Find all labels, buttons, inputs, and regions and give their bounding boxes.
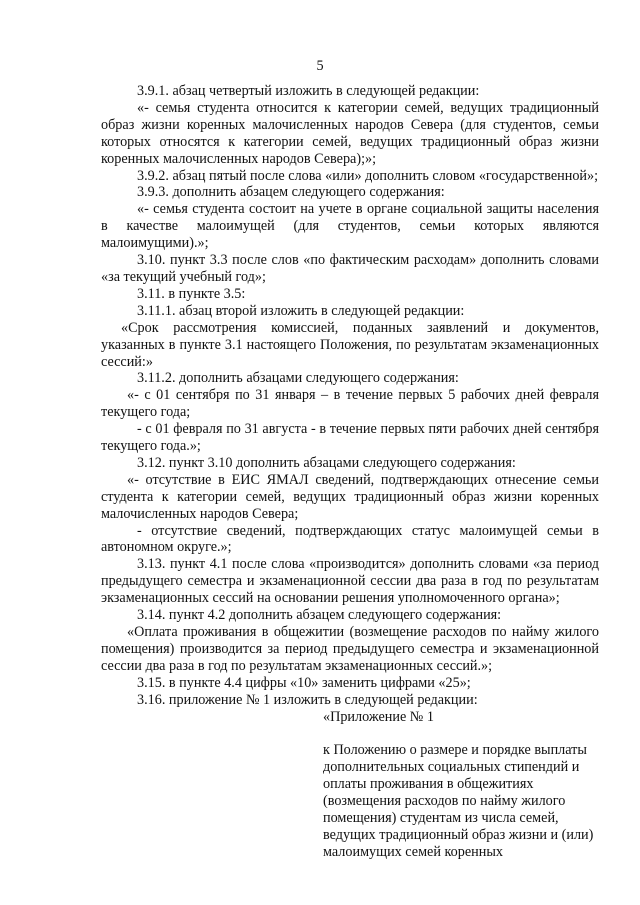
appendix-line: оплаты проживания в общежитиях (323, 776, 534, 793)
paragraph-3-12-item-2: - отсутствие сведений, подтверждающих статус малоимущей семьи в автономном округе.»; (101, 522, 599, 556)
appendix-line: помещения) студентам из числа семей, (323, 810, 559, 827)
appendix-title: «Приложение № 1 (323, 708, 434, 725)
paragraph-3-11-2-item-1: «- с 01 сентября по 31 января – в течение первых 5 рабочих дней февраля текущего года; (101, 387, 599, 421)
paragraph-3-9-2: 3.9.2. абзац пятый после слова «или» дополнить словом «государственной»; (137, 167, 599, 184)
paragraph-3-15: 3.15. в пункте 4.4 цифры «10» заменить цифрами «25»; (137, 674, 471, 691)
paragraph-3-9-1: 3.9.1. абзац четвертый изложить в следующей редакции: (137, 83, 480, 99)
paragraph-3-12-item-1: «- отсутствие в ЕИС ЯМАЛ сведений, подтверждающих отнесение семьи студента к категории семей, ведущих традиционный образ жизни коренных малочисленных народов Севера; (101, 471, 599, 522)
paragraph-3-10: 3.10. пункт 3.3 после слов «по фактическим расходам» дополнить словами «за текущий учебный год»; (101, 252, 599, 285)
paragraph-3-11-1: 3.11.1. абзац второй изложить в следующей редакции: (137, 302, 465, 319)
paragraph-3-14-text: «Оплата проживания в общежитии (возмещение расходов по найму жилого помещения) производится за период предыдущего семестра и экзаменационной сессии два раза в год по результатам экзаменационных сессий.»; (101, 624, 599, 674)
paragraph-3-11-1-text: «Срок рассмотрения комиссией, поданных заявлений и документов, указанных в пункте 3.1 настоящего Положения, по результатам экзаменационных сессий:» (101, 319, 599, 370)
paragraph-3-9-3-text: «- семья студента состоит на учете в органе социальной защиты населения в качестве малоимущей (для студентов, семьи которых являются малоимущими).»; (101, 201, 599, 252)
document-body (101, 83, 599, 861)
paragraph-3-16: 3.16. приложение № 1 изложить в следующей редакции: (137, 691, 478, 708)
appendix-line: (возмещения расходов по найму жилого (323, 793, 566, 810)
page-number: 5 (316, 58, 324, 74)
paragraph-3-9-1-text: «- семья студента относится к категории семей, ведущих традиционный образ жизни коренных малочисленных народов Севера (для студентов, семьи которых относятся к категории семей, ведущих традиционный образ жизни коренных малочисленных народов Севера);»; (101, 99, 599, 167)
appendix-line: ведущих традиционный образ жизни и (или) (323, 826, 594, 843)
paragraph-3-9-3: 3.9.3. дополнить абзацем следующего содержания: (137, 184, 445, 201)
paragraph-3-14: 3.14. пункт 4.2 дополнить абзацем следующего содержания: (137, 607, 502, 624)
paragraph-3-11: 3.11. в пункте 3.5: (137, 285, 246, 302)
appendix-line: малоимущих семей коренных (323, 843, 503, 860)
appendix-line: дополнительных социальных стипендий и (323, 759, 580, 776)
paragraph-3-12: 3.12. пункт 3.10 дополнить абзацами следующего содержания: (137, 454, 516, 471)
appendix-header (323, 709, 599, 861)
paragraph-3-13: 3.13. пункт 4.1 после слова «производится» дополнить словами «за период предыдущего семестра и экзаменационной сессии два раза в год по результатам экзаменационных сессий на основании решения уполномоченного органа»; (101, 556, 599, 607)
paragraph-3-11-2: 3.11.2. дополнить абзацами следующего содержания: (137, 370, 459, 387)
appendix-line: к Положению о размере и порядке выплаты (323, 742, 587, 759)
paragraph-3-11-2-item-2: - с 01 февраля по 31 августа - в течение первых пяти рабочих дней сентября текущего года.»; (101, 421, 599, 455)
